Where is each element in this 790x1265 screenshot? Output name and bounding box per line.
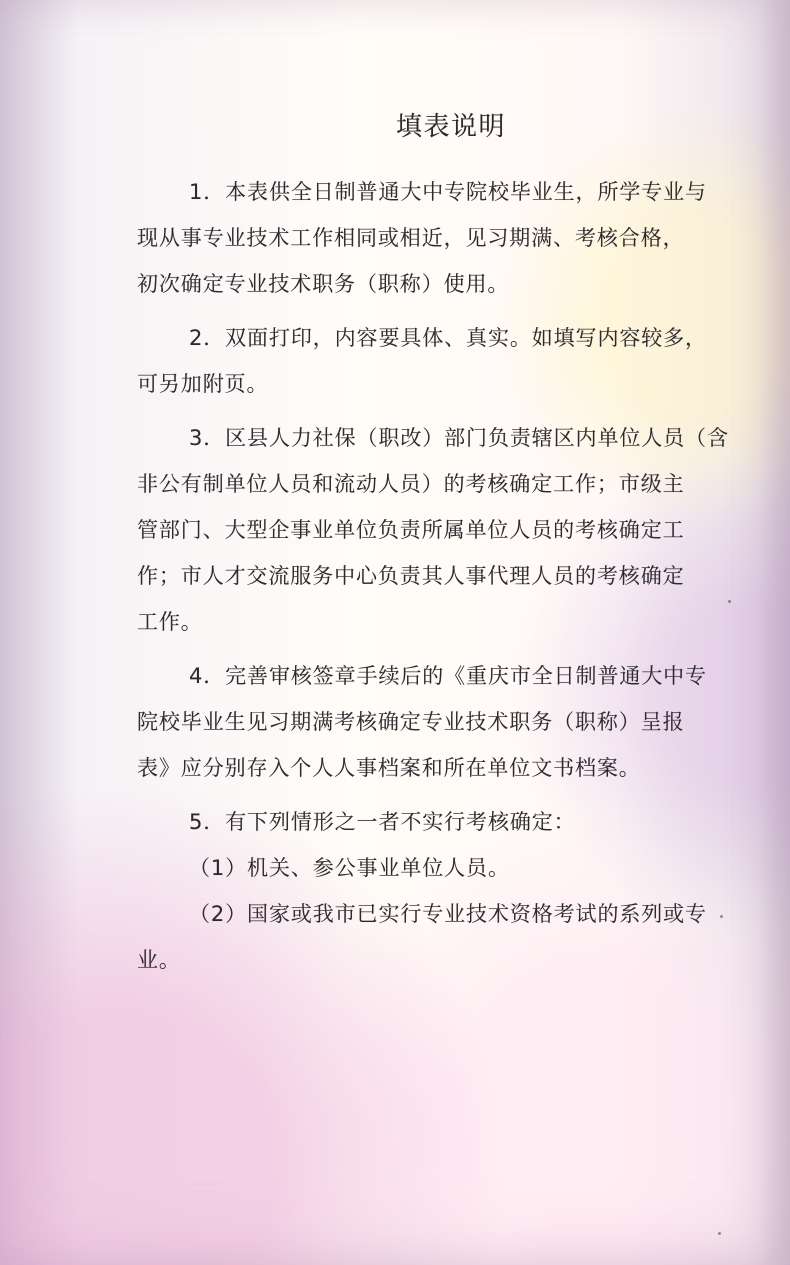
instruction-line-14: 5．有下列情形之一者不实行考核确定：: [189, 810, 576, 834]
instructions-text-block: [137, 105, 747, 983]
instruction-line-6: 3．区县人力社保（职改）部门负责辖区内单位人员（含: [189, 426, 729, 450]
paragraph-spacer: [137, 407, 747, 415]
document-title: 填表说明: [395, 112, 506, 142]
instruction-line-3: 初次确定专业技术职务（职称）使用。: [137, 272, 510, 296]
paragraph-spacer: [137, 791, 747, 799]
instruction-line-11: 4．完善审核签章手续后的《重庆市全日制普通大中专: [189, 664, 707, 688]
instruction-line-13: 表》应分别存入个人人事档案和所在单位文书档案。: [137, 756, 641, 780]
instruction-line-1: 1．本表供全日制普通大中专院校毕业生，所学专业与: [189, 180, 707, 204]
instruction-line-7: 非公有制单位人员和流动人员）的考核确定工作；市级主: [137, 472, 685, 496]
paragraph-spacer: [137, 307, 747, 315]
instruction-line-10: 工作。: [137, 610, 203, 634]
instruction-line-9: 作；市人才交流服务中心负责其人事代理人员的考核确定: [137, 564, 685, 588]
instruction-line-16: （2）国家或我市已实行专业技术资格考试的系列或专: [189, 902, 707, 926]
scan-speck: [728, 600, 731, 603]
scan-speck: [720, 915, 723, 918]
scan-speck: [718, 1232, 721, 1235]
instruction-line-5: 可另加附页。: [137, 372, 269, 396]
instruction-line-2: 现从事专业技术工作相同或相近，见习期满、考核合格，: [137, 226, 685, 250]
instruction-line-8: 管部门、大型企事业单位负责所属单位人员的考核确定工: [137, 518, 685, 542]
top-spacing: [137, 105, 747, 169]
instruction-line-4: 2．双面打印，内容要具体、真实。如填写内容较多，: [189, 326, 707, 350]
paragraph-spacer: [137, 645, 747, 653]
instruction-line-17: 业。: [137, 948, 181, 972]
instruction-line-12: 院校毕业生见习期满考核确定专业技术职务（职称）呈报: [137, 710, 685, 734]
instruction-line-15: （1）机关、参公事业单位人员。: [189, 856, 510, 880]
